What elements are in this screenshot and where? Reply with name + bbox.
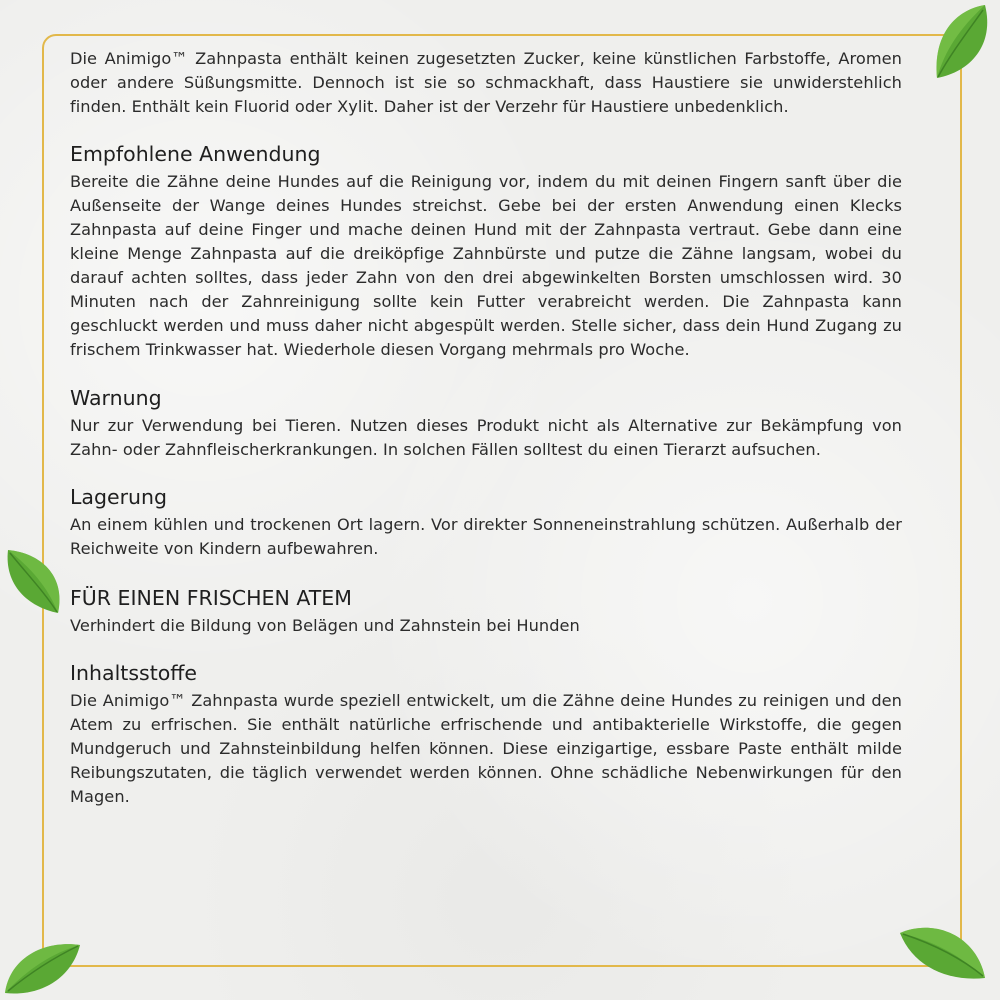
storage-paragraph: An einem kühlen und trockenen Ort lagern. Vor direkter Sonneneinstrahlung schützen. Außerhalb der Reichweite von Kindern aufbewahren.	[70, 515, 902, 558]
leaf-icon	[895, 918, 990, 988]
leaf-icon	[925, 0, 1000, 85]
product-description	[70, 47, 902, 809]
ingredients-heading: Inhaltsstoffe	[70, 661, 198, 685]
storage-heading: Lagerung	[70, 485, 168, 509]
leaf-icon	[0, 935, 85, 1000]
warning-paragraph: Nur zur Verwendung bei Tieren. Nutzen dieses Produkt nicht als Alternative zur Bekämpfung von Zahn- oder Zahnfleischerkrankungen. In solchen Fällen solltest du einen Tierarzt aufsuchen.	[70, 416, 902, 459]
ingredients-paragraph: Die Animigo™ Zahnpasta wurde speziell entwickelt, um die Zähne deine Hundes zu reinigen und den Atem zu erfrischen. Sie enthält natürliche erfrischende und antibakterielle Wirkstoffe, die gegen Mundgeruch und Zahnsteinbildung helfen können. Diese einzigartige, essbare Paste enthält milde Reibungszutaten, die täglich verwendet werden können. Ohne schädliche Nebenwirkungen für den Magen.	[70, 691, 902, 806]
leaf-icon	[0, 545, 70, 620]
fresh-breath-heading: FÜR EINEN FRISCHEN ATEM	[70, 586, 352, 610]
intro-paragraph: Die Animigo™ Zahnpasta enthält keinen zugesetzten Zucker, keine künstlichen Farbstoffe, Aromen oder andere Süßungsmitte. Dennoch ist sie so schmackhaft, dass Haustiere sie unwiderstehlich finden. Enthält kein Fluorid oder Xylit. Daher ist der Verzehr für Haustiere unbedenklich.	[70, 49, 902, 116]
warning-heading: Warnung	[70, 386, 162, 410]
fresh-breath-paragraph: Verhindert die Bildung von Belägen und Zahnstein bei Hunden	[70, 616, 580, 635]
usage-heading: Empfohlene Anwendung	[70, 142, 321, 166]
usage-paragraph: Bereite die Zähne deine Hundes auf die Reinigung vor, indem du mit deinen Fingern sanft über die Außenseite der Wange deines Hundes streichst. Gebe bei der ersten Anwendung einen Klecks Zahnpasta auf deine Finger und mache deinen Hund mit der Zahnpasta vertraut. Gebe dann eine kleine Menge Zahnpasta auf die dreiköpfige Zahnbürste und putze die Zähne langsam, wobei du darauf achten solltes, dass jeder Zahn von den drei abgewinkelten Borsten umschlossen wird. 30 Minuten nach der Zahnreinigung sollte kein Futter verabreicht werden. Die Zahnpasta kann geschluckt werden und muss daher nicht abgespült werden. Stelle sicher, dass dein Hund Zugang zu frischem Trinkwasser hat. Wiederhole diesen Vorgang mehrmals pro Woche.	[70, 172, 902, 359]
